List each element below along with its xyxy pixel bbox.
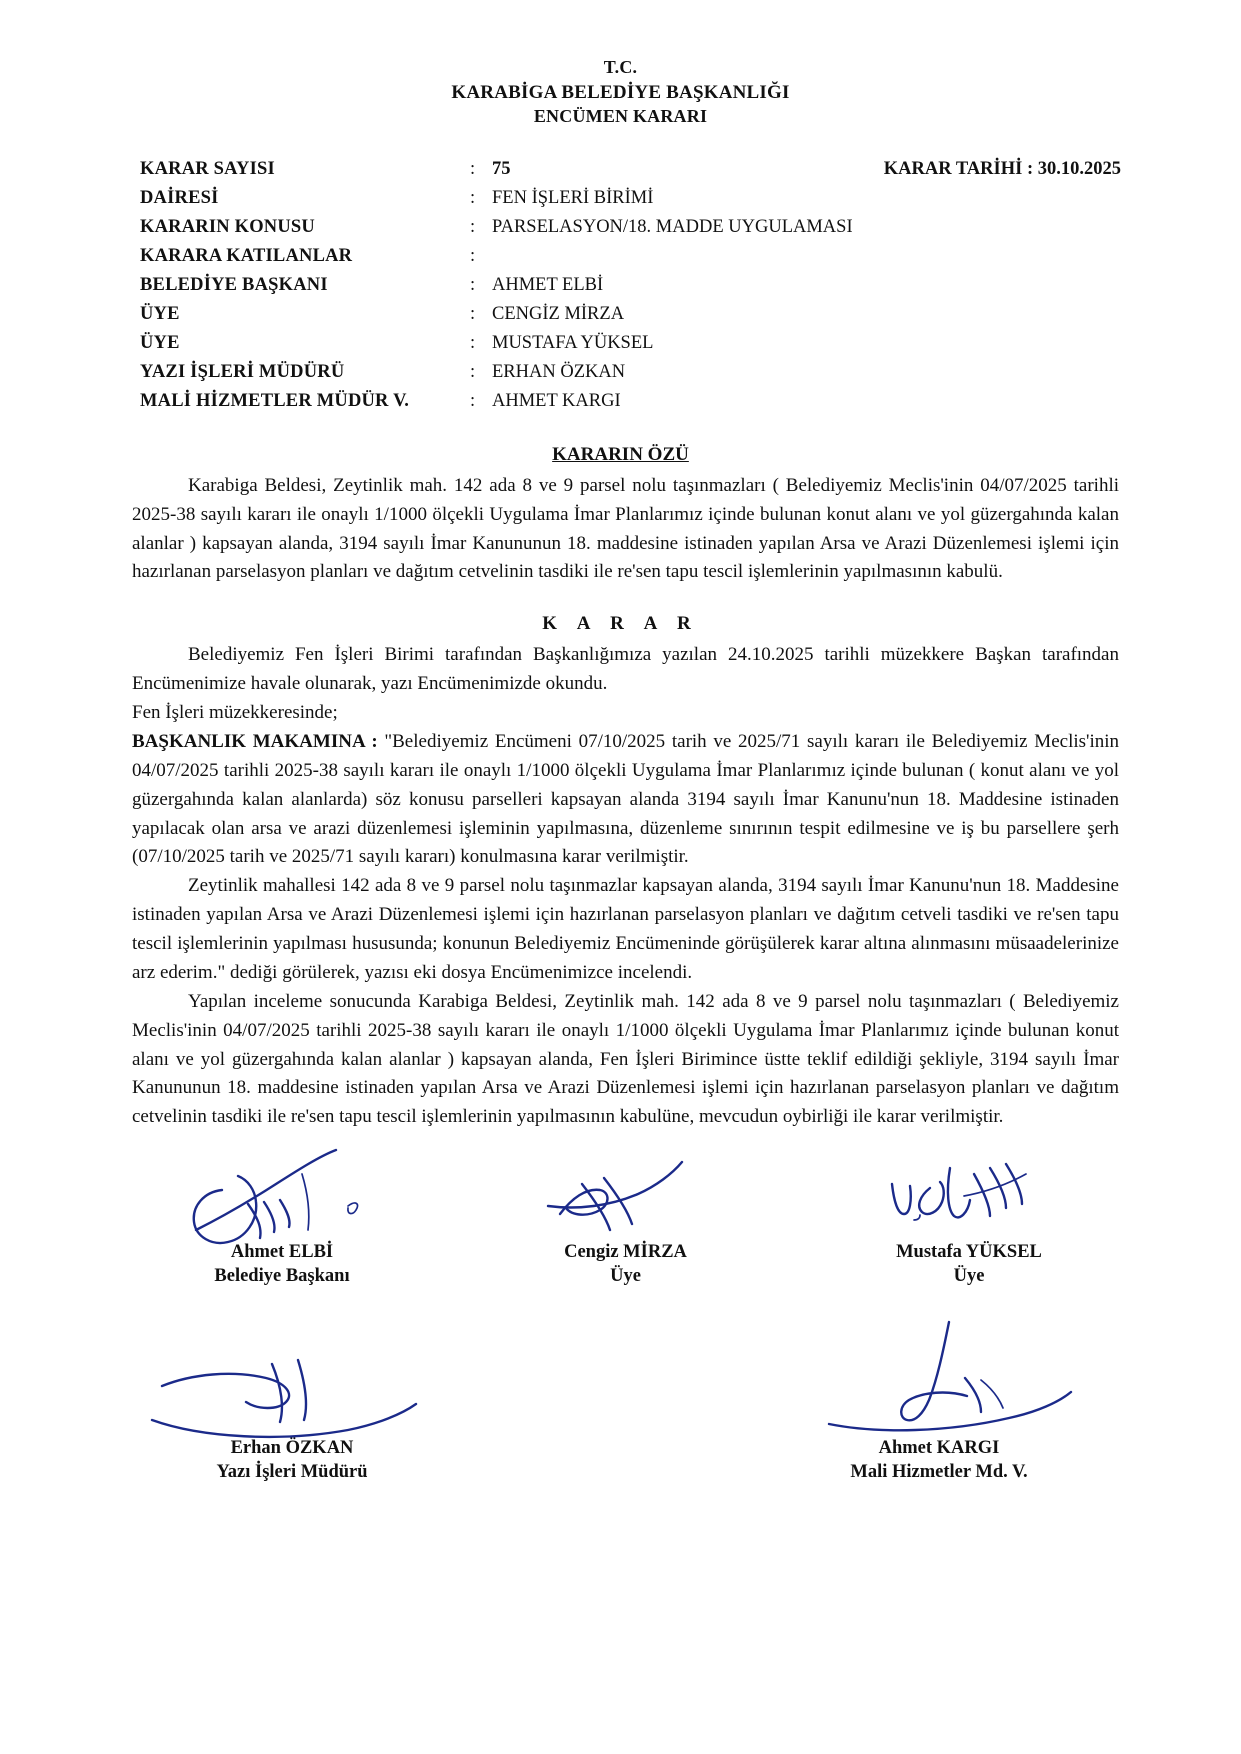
meta-row-belediye-baskani [140, 271, 1121, 300]
meta-value: AHMET KARGI [492, 390, 621, 411]
meta-value: 75 [492, 158, 511, 179]
signature-title: Üye [610, 1266, 641, 1287]
signature-title: Yazı İşleri Müdürü [216, 1462, 368, 1483]
signature-mark-ahmet-elbi [132, 1148, 432, 1240]
header-line-document-type: ENCÜMEN KARARI [533, 105, 708, 126]
signature-name: Cengiz MİRZA [564, 1242, 687, 1263]
meta-row-uye-1 [140, 300, 1121, 329]
baskanlik-makamina-text: "Belediyemiz Encümeni 07/10/2025 tarih ve 2025/71 sayılı kararı ile Belediyemiz Meclis'inin 04/07/2025 tarihli 2025-38 sayılı kararı ile onaylı 1/1000 ölçekli Uygulama İmar Planlarımız içinde bulunan ( konut alanı ve yol güzergahında kalan alanlarda) söz konusu parselleri kapsayan alanda 3194 sayılı İmar Kanunu'nun 18. Maddesine istinaden yapılacak olan arsa ve arazi düzenlemesi işleminin yapılmasına, düzenleme sınırının tespit edilmesine ve iş bu parsellere şerh (07/10/2025 tarih ve 2025/71 sayılı kararı) konulmasına karar verilmiştir. [132, 730, 1120, 868]
signature-area [0, 1148, 1241, 1568]
meta-value: MUSTAFA YÜKSEL [492, 332, 654, 353]
meta-colon: : [470, 158, 476, 179]
section-karar [0, 641, 1241, 1132]
meta-row-yazi-isleri-muduru [140, 358, 1121, 387]
meta-row-karar-sayisi [140, 155, 1121, 184]
signature-block-mustafa-yuksel [819, 1148, 1119, 1288]
signature-name: Ahmet ELBİ [230, 1242, 334, 1263]
meta-label: KARARA KATILANLAR [140, 245, 353, 266]
section-title-karar: K A R A R [542, 613, 699, 635]
signature-mark-cengiz-mirza [476, 1148, 776, 1240]
meta-row-dairesi [140, 184, 1121, 213]
paragraph-karar-1: Belediyemiz Fen İşleri Birimi tarafından Başkanlığımıza yazılan 24.10.2025 tarihli müzekkere Başkan tarafından Encümenimize havale olunarak, yazı Encümenimizde okundu. [132, 644, 1119, 695]
signature-name: Erhan ÖZKAN [230, 1438, 354, 1459]
section-kararin-ozu [0, 472, 1241, 588]
meta-colon: : [470, 187, 476, 208]
baskanlik-makamina-label: BAŞKANLIK MAKAMINA : [132, 730, 378, 752]
meta-colon: : [470, 390, 476, 411]
meta-colon: : [470, 245, 476, 266]
meta-decision-date: KARAR TARİHİ : 30.10.2025 [883, 158, 1121, 179]
signature-mark-ahmet-kargi [789, 1344, 1089, 1436]
header-line-tc: T.C. [603, 57, 638, 77]
meta-label: BELEDİYE BAŞKANI [140, 274, 328, 295]
meta-value: ERHAN ÖZKAN [492, 361, 626, 382]
decision-meta-table [0, 155, 1241, 416]
meta-label: KARAR SAYISI [140, 158, 275, 179]
meta-row-uye-2 [140, 329, 1121, 358]
signature-row-2 [132, 1344, 1119, 1484]
meta-colon: : [470, 216, 476, 237]
signature-title: Belediye Başkanı [214, 1266, 350, 1287]
meta-colon: : [470, 361, 476, 382]
meta-value: AHMET ELBİ [492, 274, 604, 295]
signature-name: Mustafa YÜKSEL [896, 1242, 1042, 1263]
signature-block-cengiz-mirza [476, 1148, 776, 1288]
meta-label: ÜYE [140, 303, 180, 324]
header-line-municipality: KARABİGA BELEDİYE BAŞKANLIĞI [451, 81, 790, 103]
paragraph-ozu: Karabiga Beldesi, Zeytinlik mah. 142 ada 8 ve 9 parsel nolu taşınmazları ( Belediyemiz Meclis'inin 04/07/2025 tarihli 2025-38 sayılı kararı ile onaylı 1/1000 ölçekli Uygulama İmar Planlarımız içinde bulunan konut alanı ve yol güzergahında kalan alanlar ) kapsayan alanda, 3194 sayılı İmar Kanununun 18. maddesine istinaden yapılan Arsa ve Arazi Düzenlemesi işlemi için hazırlanan parselasyon planları ve dağıtım cetvelinin tasdiki ile re'sen tapu tescil işlemlerinin yapılmasının kabulü. [132, 474, 1119, 583]
meta-label: YAZI İŞLERİ MÜDÜRÜ [140, 361, 345, 382]
meta-row-mali-hizmetler-mudur-v [140, 387, 1121, 416]
signature-block-ahmet-kargi [789, 1344, 1089, 1484]
meta-value: FEN İŞLERİ BİRİMİ [492, 187, 654, 208]
meta-row-kararin-konusu [140, 213, 1121, 242]
signature-title: Mali Hizmetler Md. V. [850, 1462, 1028, 1483]
meta-value: CENGİZ MİRZA [492, 303, 625, 324]
paragraph-karar-4: Zeytinlik mahallesi 142 ada 8 ve 9 parsel nolu taşınmazlar kapsayan alanda, 3194 sayılı İmar Kanunu'nun 18. Maddesine istinaden yapılan Arsa ve Arazi Düzenlemesi işlemi için hazırlanan parselasyon planları ve dağıtım cetveli tasdiki ve re'sen tapu tescil işlemlerinin yapılması hususunda; konunun Belediyemiz Encümeninde görüşülerek karar altına alınmasını müsaadelerinize arz ederim." dediği görülerek, yazısı eki dosya Encümenimizce incelendi. [132, 875, 1119, 983]
meta-colon: : [470, 303, 476, 324]
meta-colon: : [470, 274, 476, 295]
signature-mark-erhan-ozkan [142, 1344, 442, 1436]
signature-row-1 [132, 1148, 1119, 1288]
paragraph-karar-3 [132, 728, 1119, 872]
meta-colon: : [470, 332, 476, 353]
meta-value: PARSELASYON/18. MADDE UYGULAMASI [492, 216, 853, 237]
meta-label: KARARIN KONUSU [140, 216, 315, 237]
signature-name: Ahmet KARGI [878, 1438, 1000, 1459]
meta-label: MALİ HİZMETLER MÜDÜR V. [140, 390, 410, 411]
signature-block-ahmet-elbi [132, 1148, 432, 1288]
paragraph-karar-5: Yapılan inceleme sonucunda Karabiga Beldesi, Zeytinlik mah. 142 ada 8 ve 9 parsel nolu taşınmazları ( Belediyemiz Meclis'inin 04/07/2025 tarihli 2025-38 sayılı kararı ile onaylı 1/1000 ölçekli Uygulama İmar Planlarımız içinde bulunan konut alanı ve yol güzergahında kalan alanlar ) kapsayan alanda, Fen İşleri Birimince üstte teklif edildiği şekliyle, 3194 sayılı İmar Kanununun 18. maddesine istinaden yapılan Arsa ve Arazi Düzenlemesi işlemi için hazırlanan parselasyon planları ve dağıtım cetvelinin tasdiki ile re'sen tapu tescil işlemlerinin yapılmasının kabulüne, mevcudun oybirliği ile karar verilmiştir. [132, 990, 1119, 1128]
signature-mark-mustafa-yuksel [819, 1148, 1119, 1240]
paragraph-karar-2: Fen İşleri müzekkeresinde; [132, 702, 338, 724]
meta-label: DAİRESİ [140, 187, 219, 208]
section-title-kararin-ozu: KARARIN ÖZÜ [552, 443, 689, 465]
signature-title: Üye [953, 1266, 985, 1287]
signature-block-erhan-ozkan [142, 1344, 442, 1484]
meta-label: ÜYE [140, 332, 180, 353]
document-header [0, 56, 1241, 129]
meta-row-karara-katilanlar [140, 242, 1121, 271]
